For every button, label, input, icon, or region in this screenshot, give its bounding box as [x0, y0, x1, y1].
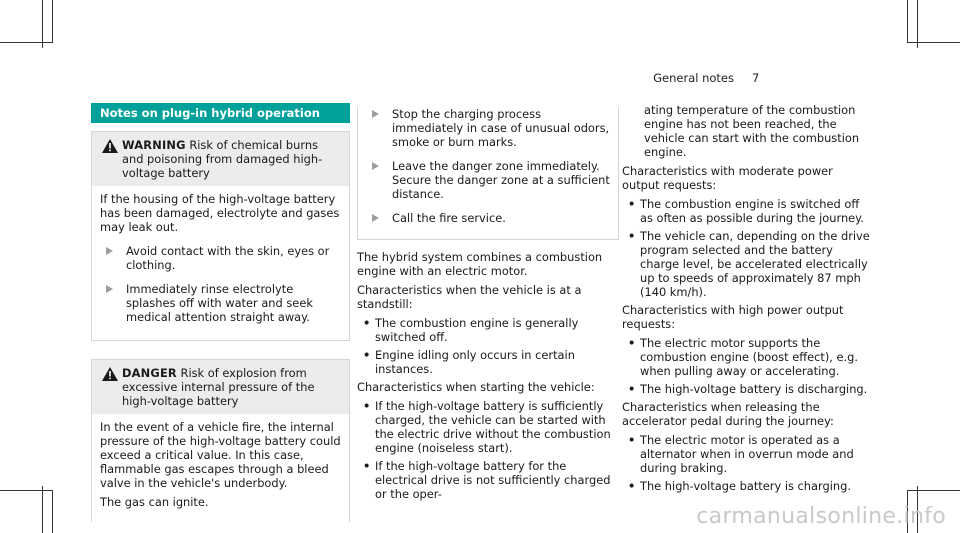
list-item-text: The combustion engine is generally switched off.	[375, 316, 579, 344]
step-arrow-icon	[372, 162, 379, 170]
list-item	[622, 336, 870, 378]
list-item	[622, 382, 870, 396]
list-item-text: If the high-voltage battery for the electrical drive is not sufficiently charged or the oper-	[375, 459, 611, 501]
paragraph: Characteristics when starting the vehicle:	[357, 380, 595, 394]
list-item-text: The combustion engine is switched off as often as possible during the journey.	[640, 197, 864, 225]
list-item-text: Engine idling only occurs in certain instances.	[375, 348, 575, 376]
list-item-text: The high-voltage battery is charging.	[640, 479, 851, 493]
page-number: 7	[752, 71, 760, 85]
bullet-icon: •	[363, 316, 371, 330]
list-item	[357, 399, 619, 455]
running-header	[653, 71, 760, 85]
warning-header	[92, 132, 349, 186]
list-item	[622, 197, 870, 225]
warning-triangle-icon	[102, 367, 118, 381]
bullet-icon: •	[628, 382, 636, 396]
bullet-icon: •	[363, 348, 371, 362]
step	[366, 107, 610, 149]
list-item-text: The high-voltage battery is discharging.	[640, 382, 868, 396]
step	[100, 244, 341, 272]
danger-box-continued	[357, 107, 619, 240]
list-item-text: The electric motor is operated as a alternator when in overrun mode and during braking.	[640, 433, 854, 475]
danger-paragraph: The gas can ignite.	[100, 495, 209, 509]
step-arrow-icon	[372, 214, 379, 222]
danger-box	[91, 359, 350, 522]
danger-text: Risk of explosion from excessive internal pressure of the high-voltage battery	[122, 366, 315, 408]
crop-mark	[908, 490, 960, 491]
list-item-continued: ating temperature of the combustion engine has not been reached, the vehicle can start with the combustion engine.	[644, 103, 860, 159]
paragraph: Characteristics with high power output requests:	[622, 303, 844, 331]
warning-label: WARNING	[122, 138, 186, 152]
crop-mark	[908, 42, 960, 43]
step-arrow-icon	[106, 285, 113, 293]
column-2	[357, 103, 619, 505]
list-item	[622, 433, 870, 475]
bullet-icon: •	[363, 399, 371, 413]
list-item-text: The electric motor supports the combustion engine (boost effect), e.g. when pulling away or accelerating.	[640, 336, 859, 378]
warning-intro: If the housing of the high-voltage battery has been damaged, electrolyte and gases may leak out.	[100, 192, 340, 234]
paragraph: The hybrid system combines a combustion engine with an electric motor.	[357, 250, 603, 278]
crop-mark	[907, 0, 908, 43]
step-text: Stop the charging process immediately in case of unusual odors, smoke or burn marks.	[392, 107, 610, 149]
list-item	[357, 348, 619, 376]
crop-mark	[42, 486, 43, 533]
danger-label: DANGER	[122, 366, 177, 380]
danger-header	[92, 360, 349, 414]
column-3	[622, 103, 870, 497]
bullet-icon: •	[628, 433, 636, 447]
step-arrow-icon	[372, 110, 379, 118]
list-item-text: If the high-voltage battery is sufficiently charged, the vehicle can be started with the electric drive without the combustion engine (noiseless start).	[375, 399, 611, 455]
step-text: Avoid contact with the skin, eyes or clothing.	[126, 244, 330, 272]
step-text: Call the fire service.	[392, 211, 506, 225]
crop-mark	[52, 490, 53, 533]
step-text: Leave the danger zone immediately. Secure the danger zone at a sufficient distance.	[392, 159, 610, 201]
bullet-icon: •	[628, 229, 636, 243]
crop-mark	[52, 0, 53, 43]
crop-mark	[42, 0, 43, 48]
paragraph: Characteristics when the vehicle is at a standstill:	[357, 283, 582, 311]
paragraph: Characteristics with moderate power output requests:	[622, 164, 833, 192]
danger-paragraph: In the event of a vehicle fire, the internal pressure of the high-voltage battery could exceed a critical value. In this case, flammable gas escapes through a bleed valve in the vehicle's underbody.	[100, 420, 341, 490]
list-item-text: The vehicle can, depending on the drive program selected and the battery charge level, be accelerated electrically up to speeds of approximately 87 mph (140 km/h).	[640, 229, 870, 299]
column-1	[91, 103, 350, 522]
warning-triangle-icon	[102, 139, 118, 153]
crop-mark	[917, 0, 918, 48]
step	[366, 211, 610, 225]
list-item	[622, 229, 870, 299]
list-item	[357, 316, 619, 344]
bullet-icon: •	[628, 197, 636, 211]
header-title: General notes	[653, 71, 734, 85]
section-title: Notes on plug-in hybrid operation	[91, 103, 350, 123]
step-arrow-icon	[106, 247, 113, 255]
paragraph: Characteristics when releasing the accelerator pedal during the journey:	[622, 400, 834, 428]
warning-box	[91, 131, 350, 341]
list-item	[357, 459, 619, 501]
bullet-icon: •	[363, 459, 371, 473]
list-item	[622, 479, 870, 493]
watermark: carmanualsonline.info	[696, 504, 946, 529]
step-text: Immediately rinse electrolyte splashes off with water and seek medical attention straight away.	[126, 282, 313, 324]
step	[100, 282, 341, 324]
step	[366, 159, 610, 201]
warning-text: Risk of chemical burns and poisoning from damaged high-voltage battery	[122, 138, 323, 180]
bullet-icon: •	[628, 336, 636, 350]
crop-mark	[0, 42, 52, 43]
bullet-icon: •	[628, 479, 636, 493]
crop-mark	[0, 490, 52, 491]
